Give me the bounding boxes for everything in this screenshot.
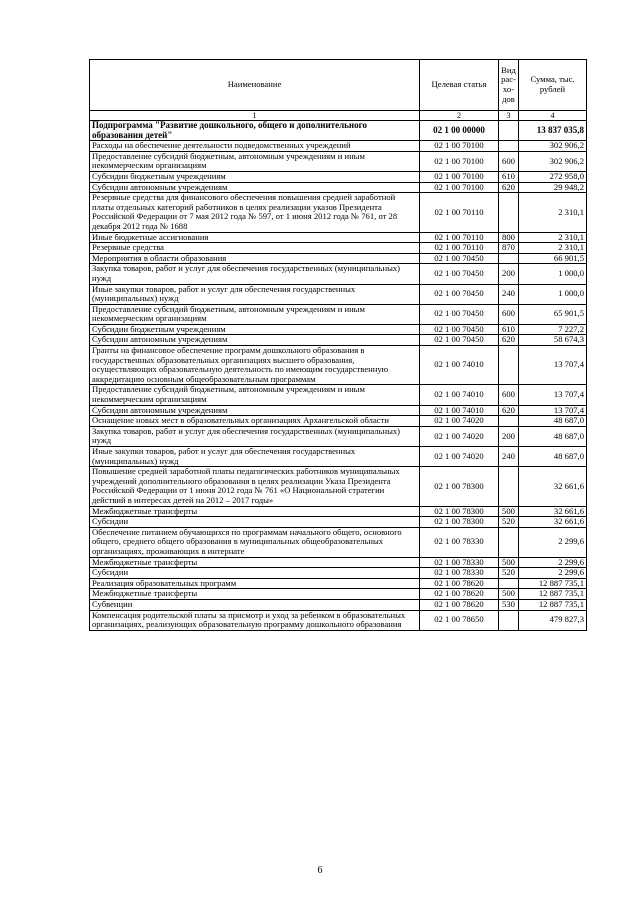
row-code: 02 1 00 74010 xyxy=(420,405,499,416)
row-code: 02 1 00 70450 xyxy=(420,284,499,304)
column-number: 4 xyxy=(519,111,587,121)
row-type: 600 xyxy=(499,151,519,171)
row-code: 02 1 00 70110 xyxy=(420,232,499,243)
row-code: 02 1 00 74020 xyxy=(420,426,499,446)
table-header-row xyxy=(90,60,587,111)
row-code: 02 1 00 78620 xyxy=(420,599,499,610)
row-code: 02 1 00 78620 xyxy=(420,589,499,600)
row-type: 520 xyxy=(499,517,519,528)
header-name: Наименование xyxy=(90,60,420,111)
row-code: 02 1 00 78330 xyxy=(420,568,499,579)
row-sum: 32 661,6 xyxy=(519,506,587,517)
row-code: 02 1 00 78330 xyxy=(420,557,499,568)
table-row xyxy=(90,346,587,385)
row-code: 02 1 00 74010 xyxy=(420,346,499,385)
table-row xyxy=(90,447,587,467)
row-code: 02 1 00 78620 xyxy=(420,578,499,589)
header-code: Целевая статья xyxy=(420,60,499,111)
row-sum: 13 707,4 xyxy=(519,346,587,385)
row-name: Субвенции xyxy=(90,599,420,610)
row-type xyxy=(499,578,519,589)
table-row xyxy=(90,284,587,304)
row-type: 870 xyxy=(499,243,519,254)
budget-table xyxy=(89,59,587,631)
row-sum: 13 707,4 xyxy=(519,385,587,405)
row-sum: 29 948,2 xyxy=(519,182,587,193)
row-type xyxy=(499,610,519,630)
row-code: 02 1 00 70110 xyxy=(420,243,499,254)
row-code: 02 1 00 74020 xyxy=(420,416,499,427)
row-code: 02 1 00 70100 xyxy=(420,182,499,193)
row-name: Субсидии автономным учреждениям xyxy=(90,182,420,193)
row-name: Реализация образовательных программ xyxy=(90,578,420,589)
row-name: Иные бюджетные ассигнования xyxy=(90,232,420,243)
row-name: Субсидии автономным учреждениям xyxy=(90,405,420,416)
table-row xyxy=(90,171,587,182)
row-type: 530 xyxy=(499,599,519,610)
table-row xyxy=(90,243,587,254)
row-code: 02 1 00 74010 xyxy=(420,385,499,405)
row-code: 02 1 00 00000 xyxy=(420,121,499,141)
column-number: 2 xyxy=(420,111,499,121)
row-sum: 7 227,2 xyxy=(519,324,587,335)
row-name: Резервные средства xyxy=(90,243,420,254)
row-name: Повышение средней заработной платы педагогических работников муниципальных учреждений дополнительного образования в целях реализации Указа Президента Российской Федерации от 1 июня 2012 года № 761 «О Национальной стратегии действий в интересах детей на 2012 – 2017 годы» xyxy=(90,467,420,506)
row-code: 02 1 00 78300 xyxy=(420,467,499,506)
table-row xyxy=(90,426,587,446)
row-type: 240 xyxy=(499,284,519,304)
row-type: 610 xyxy=(499,324,519,335)
row-name: Межбюджетные трансферты xyxy=(90,557,420,568)
row-code: 02 1 00 78300 xyxy=(420,506,499,517)
row-code: 02 1 00 70450 xyxy=(420,253,499,264)
header-type: Вид рас-хо-дов xyxy=(499,60,519,111)
table-row xyxy=(90,517,587,528)
table-row xyxy=(90,416,587,427)
row-name: Оснащение новых мест в образовательных организациях Архангельской области xyxy=(90,416,420,427)
row-code: 02 1 00 78650 xyxy=(420,610,499,630)
page-number: 6 xyxy=(317,865,323,876)
row-sum: 272 958,0 xyxy=(519,171,587,182)
row-name: Компенсация родительской платы за присмотр и уход за ребенком в образовательных организациях, реализующих образовательную программу дошкольного образования xyxy=(90,610,420,630)
row-sum: 2 310,1 xyxy=(519,193,587,232)
table-row xyxy=(90,578,587,589)
row-name: Закупка товаров, работ и услуг для обеспечения государственных (муниципальных) нужд xyxy=(90,426,420,446)
row-type xyxy=(499,346,519,385)
row-name: Межбюджетные трансферты xyxy=(90,506,420,517)
table-row xyxy=(90,264,587,284)
row-sum: 48 687,0 xyxy=(519,426,587,446)
row-sum: 1 000,0 xyxy=(519,264,587,284)
table-row xyxy=(90,324,587,335)
row-code: 02 1 00 70450 xyxy=(420,324,499,335)
row-sum: 302 906,2 xyxy=(519,151,587,171)
row-type: 620 xyxy=(499,405,519,416)
row-code: 02 1 00 70450 xyxy=(420,264,499,284)
row-type: 600 xyxy=(499,385,519,405)
column-number: 1 xyxy=(90,111,420,121)
row-type: 500 xyxy=(499,557,519,568)
row-name: Субсидии xyxy=(90,568,420,579)
row-sum: 48 687,0 xyxy=(519,447,587,467)
row-name: Предоставление субсидий бюджетным, автономным учреждениям и иным некоммерческим организациям xyxy=(90,304,420,324)
row-sum: 66 901,5 xyxy=(519,253,587,264)
column-number-row xyxy=(90,111,587,121)
table-row xyxy=(90,232,587,243)
table-row xyxy=(90,385,587,405)
row-name: Резервные средства для финансового обеспечения повышения средней заработной платы отдельных категорий работников в целях реализации указов Президента Российской Федерации от 7 мая 2012 года № 597, от 1 июня 2012 года № 761, от 28 декабря 2012 года № 1688 xyxy=(90,193,420,232)
row-type: 620 xyxy=(499,335,519,346)
table-row xyxy=(90,151,587,171)
row-type xyxy=(499,253,519,264)
row-code: 02 1 00 78330 xyxy=(420,527,499,557)
header-sum: Сумма, тыс. рублей xyxy=(519,60,587,111)
table-row xyxy=(90,527,587,557)
row-type: 800 xyxy=(499,232,519,243)
row-sum: 48 687,0 xyxy=(519,416,587,427)
row-type xyxy=(499,193,519,232)
row-type xyxy=(499,416,519,427)
row-name: Субсидии бюджетным учреждениям xyxy=(90,171,420,182)
row-code: 02 1 00 70100 xyxy=(420,171,499,182)
column-number: 3 xyxy=(499,111,519,121)
row-type: 240 xyxy=(499,447,519,467)
table-row xyxy=(90,506,587,517)
row-name: Закупка товаров, работ и услуг для обеспечения государственных (муниципальных) нужд xyxy=(90,264,420,284)
row-name: Субсидии автономным учреждениям xyxy=(90,335,420,346)
row-code: 02 1 00 70450 xyxy=(420,335,499,346)
row-sum: 65 901,5 xyxy=(519,304,587,324)
row-type xyxy=(499,121,519,141)
row-name: Подпрограмма "Развитие дошкольного, общего и дополнительного образования детей" xyxy=(90,121,420,141)
row-type: 600 xyxy=(499,304,519,324)
row-sum: 58 674,3 xyxy=(519,335,587,346)
row-sum: 302 906,2 xyxy=(519,141,587,152)
row-sum: 13 707,4 xyxy=(519,405,587,416)
row-sum: 1 000,0 xyxy=(519,284,587,304)
table-row xyxy=(90,405,587,416)
table-row xyxy=(90,557,587,568)
row-type: 500 xyxy=(499,506,519,517)
table-row xyxy=(90,121,587,141)
row-sum: 13 837 035,8 xyxy=(519,121,587,141)
table-row xyxy=(90,193,587,232)
row-sum: 12 887 735,1 xyxy=(519,599,587,610)
row-name: Иные закупки товаров, работ и услуг для обеспечения государственных (муниципальных) нужд xyxy=(90,447,420,467)
row-sum: 2 310,1 xyxy=(519,232,587,243)
table-row xyxy=(90,610,587,630)
row-name: Расходы на обеспечение деятельности подведомственных учреждений xyxy=(90,141,420,152)
row-code: 02 1 00 74020 xyxy=(420,447,499,467)
row-code: 02 1 00 78300 xyxy=(420,517,499,528)
row-name: Иные закупки товаров, работ и услуг для обеспечения государственных (муниципальных) нужд xyxy=(90,284,420,304)
row-name: Предоставление субсидий бюджетным, автономным учреждениям и иным некоммерческим организациям xyxy=(90,385,420,405)
row-sum: 32 661,6 xyxy=(519,467,587,506)
row-type: 500 xyxy=(499,589,519,600)
row-name: Обеспечение питанием обучающихся по программам начального общего, основного общего, среднего общего образования в муниципальных общеобразовательных организациях, проживающих в интернате xyxy=(90,527,420,557)
table-body xyxy=(90,121,587,631)
row-sum: 479 827,3 xyxy=(519,610,587,630)
row-sum: 12 887 735,1 xyxy=(519,589,587,600)
row-type xyxy=(499,467,519,506)
table-row xyxy=(90,335,587,346)
row-type: 520 xyxy=(499,568,519,579)
row-name: Гранты на финансовое обеспечение программ дошкольного образования в государственных образовательных организациях высшего образования, осуществляющих образовательную деятельность по имеющим государственную аккредитацию основным общеобразовательным программам xyxy=(90,346,420,385)
row-sum: 2 299,6 xyxy=(519,527,587,557)
table-row xyxy=(90,589,587,600)
row-type: 200 xyxy=(499,426,519,446)
row-sum: 12 887 735,1 xyxy=(519,578,587,589)
table-row xyxy=(90,467,587,506)
row-sum: 2 299,6 xyxy=(519,557,587,568)
row-type: 620 xyxy=(499,182,519,193)
row-code: 02 1 00 70110 xyxy=(420,193,499,232)
row-sum: 2 310,1 xyxy=(519,243,587,254)
table-row xyxy=(90,253,587,264)
table-row xyxy=(90,141,587,152)
table-row xyxy=(90,182,587,193)
row-type xyxy=(499,527,519,557)
table-row xyxy=(90,599,587,610)
row-code: 02 1 00 70100 xyxy=(420,151,499,171)
row-name: Межбюджетные трансферты xyxy=(90,589,420,600)
row-sum: 2 299,6 xyxy=(519,568,587,579)
row-type: 200 xyxy=(499,264,519,284)
row-name: Мероприятия в области образования xyxy=(90,253,420,264)
row-name: Субсидии xyxy=(90,517,420,528)
table-row xyxy=(90,304,587,324)
row-name: Субсидии бюджетным учреждениям xyxy=(90,324,420,335)
table-row xyxy=(90,568,587,579)
row-code: 02 1 00 70450 xyxy=(420,304,499,324)
row-name: Предоставление субсидий бюджетным, автономным учреждениям и иным некоммерческим организациям xyxy=(90,151,420,171)
row-code: 02 1 00 70100 xyxy=(420,141,499,152)
row-type xyxy=(499,141,519,152)
row-sum: 32 661,6 xyxy=(519,517,587,528)
row-type: 610 xyxy=(499,171,519,182)
